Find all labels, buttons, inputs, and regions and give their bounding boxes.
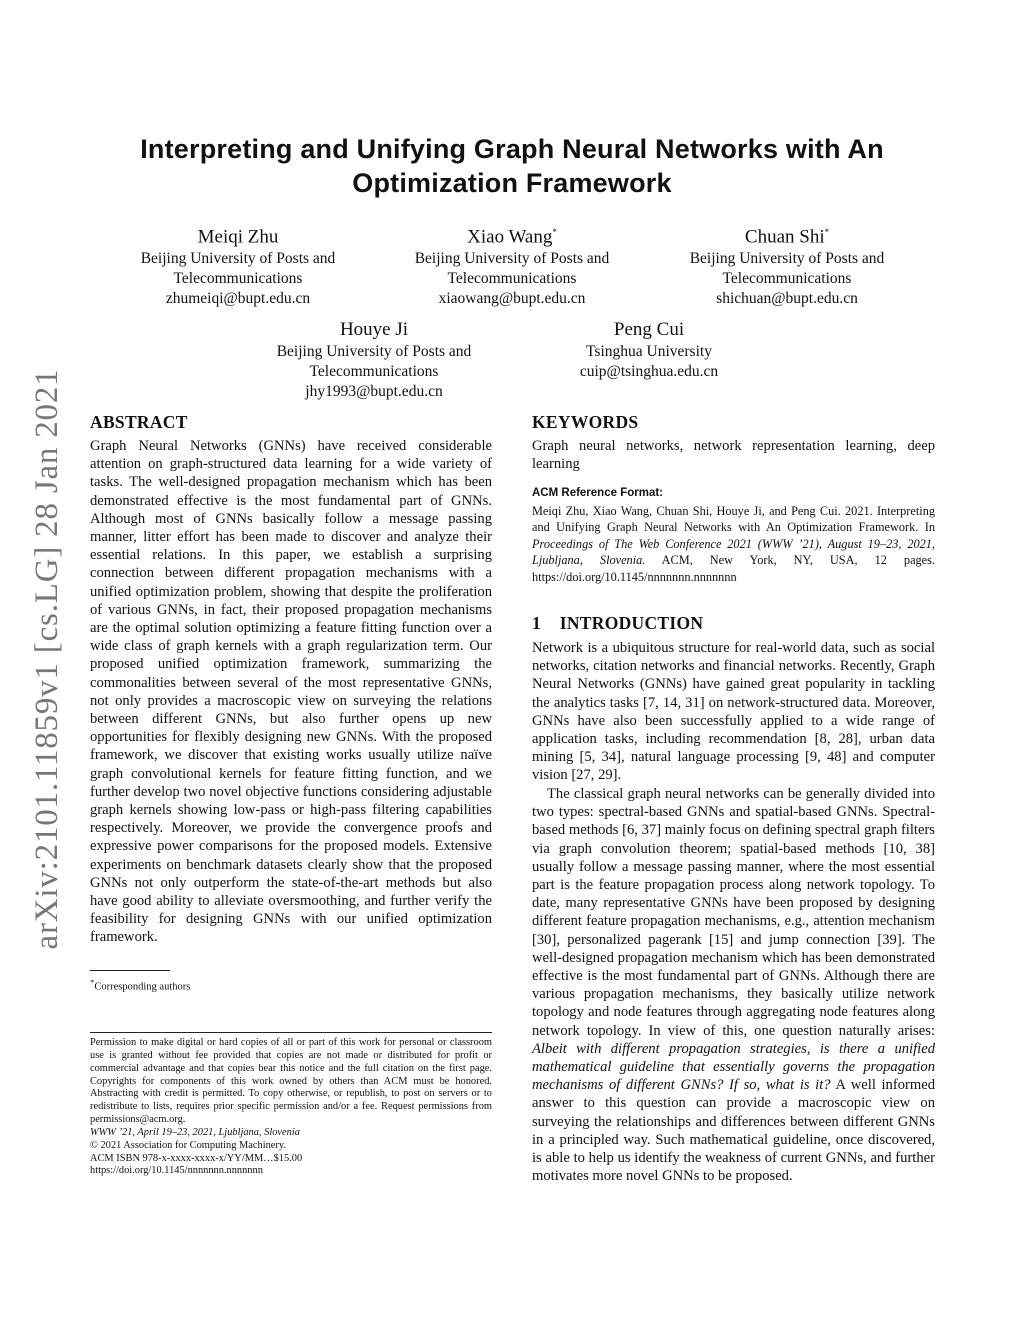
keywords-heading: KEYWORDS [532, 412, 639, 432]
paper-title-line-1: Interpreting and Unifying Graph Neural Networks with An [140, 134, 884, 164]
author-block-3 [657, 220, 917, 309]
author-name: Peng Cui [613, 319, 685, 340]
author-affiliation: Telecommunications [173, 270, 303, 288]
paper-title [100, 132, 924, 200]
author-block-4 [244, 317, 504, 402]
abstract-text: Graph Neural Networks (GNNs) have received considerable attention on graph-structured data learning for a wide variety of tasks. The well-designed propagation mechanism which has been demonstrated effective is the most fundamental part of GNNs. Although most of GNNs basically follow a message passing manner, litter effort has been made to discover and analyze their essential relations. In this paper, we establish a surprising connection between different propagation mechanisms with a unified optimization problem, showing that despite the proliferation of various GNNs, in fact, their proposed propagation mechanisms are the optimal solution optimizing a feature fitting function over a wide class of graph kernels with a graph regularization term. Our proposed unified optimization framework, summarizing the commonalities between several of the most representative GNNs, not only provides a macroscopic view on surveying the relations between different GNNs, but also further opens up new opportunities for flexibly designing new GNNs. With the proposed framework, we discover that existing works usually utilize naïve graph convolutional kernels for feature fitting function, and we further develop two novel objective functions considering adjustable graph kernels showing low-pass or high-pass filtering capabilities respectively. Moreover, we provide the convergence proofs and expressive power comparisons for the proposed models. Extensive experiments on benchmark datasets clearly show that the proposed GNNs not only outperform the state-of-the-art methods but also have good ability to alleviate oversmoothing, and further verify the feasibility for designing GNNs with our unified optimization framework. [90, 438, 492, 946]
author-name: Chuan Shi [744, 226, 825, 248]
permission-isbn: ACM ISBN 978-x-xxxx-xxxx-x/YY/MM…$15.00 [90, 1152, 303, 1164]
author-affiliation: Telecommunications [722, 270, 852, 288]
author-affiliation: Telecommunications [309, 363, 439, 380]
paper-title-line-2: Optimization Framework [352, 168, 672, 198]
author-block-5 [519, 317, 779, 382]
author-affiliation: Beijing University of Posts and [689, 250, 885, 268]
introduction-paragraph-2: The classical graph neural networks can be generally divided into two types: spectral-based GNNs and spatial-based GNNs. Spectral-based methods [6, 37] mainly focus on defining spectral graph filters via graph convolution theorem; spatial-based methods [10, 38] usually follow a message passing manner, where the most essential part is the feature propagation process along network topology. To date, many representative GNNs have been proposed by designing different feature propagation mechanisms, e.g., attention mechanism [30], personalized pagerank [15] and jump connection [39]. The well-designed propagation mechanism which has been demonstrated effective is the most fundamental part of GNNs. Although there are various propagation mechanisms, they basically utilize network topology and node features through aggregating node features along network topology. In view of this, one question naturally arises: Albeit with different propagation strategies, is there a unified mathematical guideline that essentially governs the propagation mechanisms of different GNNs? If so, what is it? A well informed answer to this question can provide a macroscopic view on surveying the relationships and differences between different GNNs in a principled way. Such mathematical guideline, once discovered, is able to help us identify the weakness of current GNNs, and further motivates more novel GNNs to be proposed. [532, 786, 935, 1185]
author-email: xiaowang@bupt.edu.cn [438, 290, 586, 308]
author-email: shichuan@bupt.edu.cn [716, 290, 858, 308]
footnote [90, 977, 190, 993]
acm-reference-text: Meiqi Zhu, Xiao Wang, Chuan Shi, Houye Ji, and Peng Cui. 2021. Interpreting and Unifying Graph Neural Networks with An Optimization Framework. In Proceedings of The Web Conference 2021 (WWW ’21), August 19–23, 2021, Ljubljana, Slovenia. ACM, New York, NY, USA, 12 pages. https://doi.org/10.1145/nnnnnnn.nnnnnnn [532, 504, 935, 584]
permission-copyright: © 2021 Association for Computing Machinery. [90, 1139, 286, 1151]
author-email: jhy1993@bupt.edu.cn [305, 383, 443, 400]
author-mark: * [824, 227, 830, 237]
footnote-text: Corresponding authors [94, 981, 191, 993]
author-affiliation: Beijing University of Posts and [140, 250, 336, 268]
author-block-2 [382, 220, 642, 309]
keywords-text: Graph neural networks, network representation learning, deep learning [532, 438, 935, 473]
author-name: Xiao Wang [467, 226, 553, 248]
author-affiliation: Beijing University of Posts and [414, 250, 610, 268]
permission-conference: WWW ’21, April 19–23, 2021, Ljubljana, Slovenia [90, 1126, 300, 1138]
footnote-mark: * [90, 977, 95, 987]
permission-text: Permission to make digital or hard copies of all or part of this work for personal or classroom use is granted without fee provided that copies are not made or distributed for profit or commercial advantage and that copies bear this notice and the full citation on the first page. Copyrights for components of this work owned by others than ACM must be honored. Abstracting with credit is permitted. To copy otherwise, or republish, to post on servers or to redistribute to lists, requires prior specific permission and/or a fee. Request permissions from permissions@acm.org. [90, 1037, 492, 1126]
arxiv-identifier: arXiv:2101.11859v1 [cs.LG] 28 Jan 2021 [29, 368, 65, 950]
abstract-heading: ABSTRACT [90, 412, 188, 432]
introduction-paragraph-1: Network is a ubiquitous structure for real-world data, such as social networks, citation networks and financial networks. Recently, Graph Neural Networks (GNNs) have gained great popularity in tackling the analytics tasks [7, 14, 31] on network-structured data. Moreover, GNNs have also been successfully applied to a wide range of application tasks, including recommendation [8, 28], urban data mining [5, 34], natural language processing [9, 48] and computer vision [27, 29]. [532, 640, 935, 784]
author-email: cuip@tsinghua.edu.cn [579, 363, 719, 380]
author-name: Meiqi Zhu [197, 226, 279, 248]
author-name: Houye Ji [339, 319, 409, 340]
acm-reference-heading: ACM Reference Format: [532, 487, 663, 499]
author-affiliation: Beijing University of Posts and [276, 343, 472, 360]
permission-block [90, 1037, 492, 1178]
introduction-heading: 1 INTRODUCTION [532, 613, 704, 633]
author-block-1 [108, 220, 368, 309]
footnote-rule [90, 970, 170, 971]
author-affiliation: Telecommunications [447, 270, 577, 288]
permission-rule [90, 1032, 492, 1033]
author-mark: * [552, 227, 557, 237]
permission-doi[interactable]: https://doi.org/10.1145/nnnnnnn.nnnnnnn [90, 1165, 263, 1177]
author-affiliation: Tsinghua University [586, 343, 712, 360]
author-email: zhumeiqi@bupt.edu.cn [165, 290, 311, 308]
